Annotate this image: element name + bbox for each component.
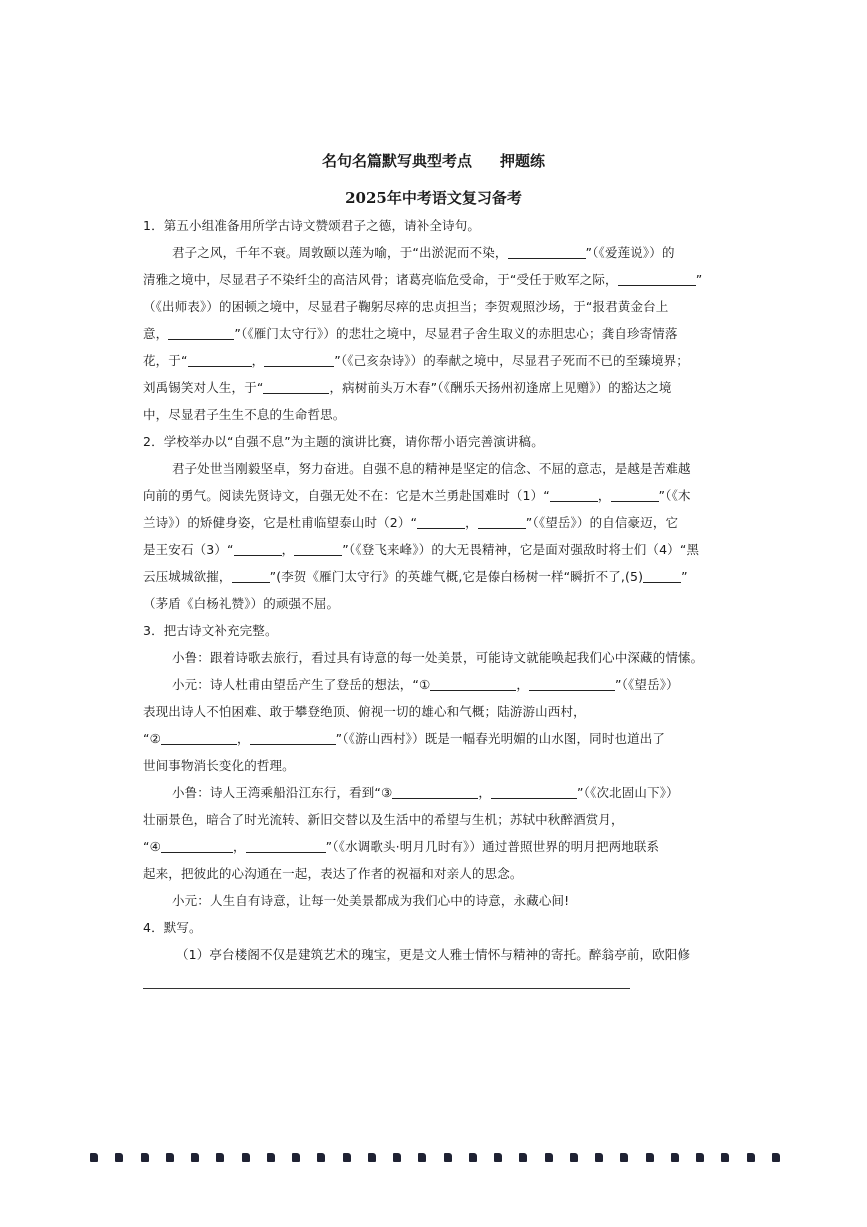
answer-blank[interactable] xyxy=(508,245,586,259)
title-tag: 押题练 xyxy=(500,152,546,170)
q1-line: 花，于“ ， ”（《己亥杂诗》）的奉献之境中，尽显君子死而不已的至臻境界； xyxy=(143,353,689,368)
q3-line: 小元：人生自有诗意，让每一处美景都成为我们心中的诗意，永藏心间! xyxy=(172,893,570,908)
q1-heading: 1．第五小组准备用所学古诗文赞颂君子之德，请补全诗句。 xyxy=(143,218,481,233)
answer-blank[interactable] xyxy=(264,353,334,367)
answer-blank[interactable] xyxy=(246,839,326,853)
q3-line: 壮丽景色，暗合了时光流转、新旧交替以及生活中的希望与生机；苏轼中秋醉酒赏月， xyxy=(143,812,624,827)
q2-line: 是王安石（3）“ ， ”（《登飞来峰》）的大无畏精神，它是面对强敌时将士们（4）“黑 xyxy=(143,542,700,557)
answer-blank[interactable] xyxy=(491,785,577,799)
q2-line: 君子处世当刚毅坚卓，努力奋进。自强不息的精神是坚定的信念、不屈的意志，是越是苦难越 xyxy=(172,461,691,476)
q2-line: 向前的勇气。阅读先贤诗文，自强无处不在：它是木兰勇赴国难时（1）“ ， ”（《木 xyxy=(143,488,691,503)
answer-blank[interactable] xyxy=(618,272,696,286)
q4-line: （1）亭台楼阁不仅是建筑艺术的瑰宝，更是文人雅士情怀与精神的寄托。醉翁亭前，欧阳修 xyxy=(176,947,691,962)
answer-blank[interactable] xyxy=(188,353,252,367)
answer-blank[interactable] xyxy=(478,515,526,529)
page-subtitle: 2025年中考语文复习备考 xyxy=(345,189,522,207)
q1-line: 中，尽显君子生生不息的生命哲思。 xyxy=(143,407,346,422)
q3-line: 小鲁：诗人王湾乘船沿江东行，看到“③ ， ”（《次北固山下》） xyxy=(172,785,679,800)
title-main: 名句名篇默写典型考点 xyxy=(321,152,472,170)
footer-decoration xyxy=(90,1153,780,1165)
q3-line: 小元：诗人杜甫由望岳产生了登岳的想法，“① ， ”（《望岳》） xyxy=(172,677,679,692)
answer-blank[interactable] xyxy=(550,488,598,502)
answer-blank[interactable] xyxy=(643,569,681,583)
q3-line: 表现出诗人不怕困难、敢于攀登绝顶、俯视一切的雄心和气概；陆游游山西村， xyxy=(143,704,586,719)
q3-line: 小鲁：跟着诗歌去旅行，看过具有诗意的每一处美景，可能诗文就能唤起我们心中深藏的情愫。 xyxy=(172,650,704,665)
q3-line: 世间事物消长变化的哲理。 xyxy=(143,758,295,773)
q3-line: 起来，把彼此的心沟通在一起，表达了作者的祝福和对亲人的思念。 xyxy=(143,866,523,881)
answer-blank[interactable] xyxy=(417,515,465,529)
answer-blank[interactable] xyxy=(250,731,336,745)
q2-line: 云压城城欲摧， ”(李贺《雁门太守行》的英雄气概,它是傣白杨树一样“瞬折不了,(5) ” xyxy=(143,569,688,584)
answer-blank[interactable] xyxy=(168,326,234,340)
answer-blank[interactable] xyxy=(161,731,237,745)
answer-blank[interactable] xyxy=(161,839,233,853)
page-title xyxy=(0,150,867,171)
q1-line: 清雅之境中，尽显君子不染纤尘的高洁风骨；诸葛亮临危受命，于“受任于败军之际， ” xyxy=(143,272,703,287)
answer-blank[interactable] xyxy=(430,677,516,691)
q3-line: “④ ， ”（《水调歌头·明月几时有》）通过普照世界的明月把两地联系 xyxy=(143,839,660,854)
q3-line: “② ， ”（《游山西村》）既是一幅春光明媚的山水图，同时也道出了 xyxy=(143,731,666,746)
q2-heading: 2．学校举办以“自强不息”为主题的演讲比赛，请你帮小语完善演讲稿。 xyxy=(143,434,544,449)
q1-line: 君子之风，千年不衰。周敦颐以莲为喻，于“出淤泥而不染， ”（《爱莲说》）的 xyxy=(172,245,675,260)
q4-heading: 4．默写。 xyxy=(143,920,202,935)
q1-line: 刘禹锡笑对人生，于“ ，病树前头万木春”（《酬乐天扬州初逢席上见赠》）的豁达之境 xyxy=(143,380,672,395)
answer-line[interactable] xyxy=(143,988,630,989)
answer-blank[interactable] xyxy=(611,488,659,502)
q2-line: 兰诗》）的矫健身姿，它是杜甫临望泰山时（2）“ ， ”（《望岳》）的自信豪迈，它 xyxy=(143,515,679,530)
q1-line: （《出师表》）的困顿之境中，尽显君子鞠躬尽瘁的忠贞担当；李贺观照沙场，于“报君黄金台上 xyxy=(143,299,669,314)
answer-blank[interactable] xyxy=(232,569,270,583)
q1-line: 意， ”（《雁门太守行》）的悲壮之境中，尽显君子舍生取义的赤胆忠心；龚自珍寄情落 xyxy=(143,326,678,341)
answer-blank[interactable] xyxy=(234,542,282,556)
answer-blank[interactable] xyxy=(392,785,478,799)
answer-blank[interactable] xyxy=(529,677,615,691)
answer-blank[interactable] xyxy=(294,542,342,556)
q3-heading: 3．把古诗文补充完整。 xyxy=(143,623,278,638)
answer-blank[interactable] xyxy=(263,380,329,394)
q2-line: （茅盾《白杨礼赞》）的顽强不屈。 xyxy=(143,596,340,611)
